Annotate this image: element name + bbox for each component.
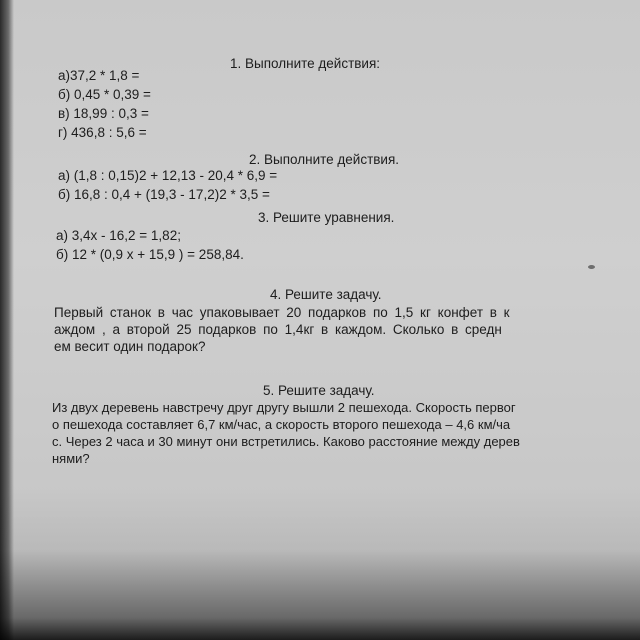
task2-title: 2. Выполните действия. <box>249 152 400 167</box>
task3-item-b: б) 12 * (0,9 х + 15,9 ) = 258,84. <box>56 247 244 262</box>
task1-item-a: а)37,2 * 1,8 = <box>58 68 140 83</box>
task1-title: 1. Выполните действия: <box>230 56 381 71</box>
task5-line-2: о пешехода составляет 6,7 км/час, а скорость второго пешехода – 4,6 км/ча <box>52 417 511 432</box>
task5-line-3: с. Через 2 часа и 30 минут они встретились. Каково расстояние между дерев <box>52 434 520 449</box>
task3-title: 3. Решите уравнения. <box>258 210 395 225</box>
task1-item-c: в) 18,99 : 0,3 = <box>58 106 149 121</box>
task5-line-4: нями? <box>52 451 90 466</box>
task3-item-a: а) 3,4х - 16,2 = 1,82; <box>56 228 181 243</box>
task5-title: 5. Решите задачу. <box>263 383 375 398</box>
task1-item-d: г) 436,8 : 5,6 = <box>58 125 147 140</box>
task5-line-1: Из двух деревень навстречу друг другу вышли 2 пешехода. Скорость первог <box>52 400 516 415</box>
task4-line-2: аждом , а второй 25 подарков по 1,4кг в каждом. Сколько в средн <box>54 322 502 337</box>
task4-line-1: Первый станок в час упаковывает 20 подарков по 1,5 кг конфет в к <box>54 305 510 320</box>
task4-title: 4. Решите задачу. <box>270 287 382 302</box>
task2-item-a: а) (1,8 : 0,15)2 + 12,13 - 20,4 * 6,9 = <box>58 168 278 183</box>
task2-item-b: б) 16,8 : 0,4 + (19,3 - 17,2)2 * 3,5 = <box>58 187 270 202</box>
screen-speck <box>588 265 595 269</box>
task1-item-b: б) 0,45 * 0,39 = <box>58 87 151 102</box>
task4-line-3: ем весит один подарок? <box>54 339 206 354</box>
screen-shadow-bottom <box>0 490 640 640</box>
